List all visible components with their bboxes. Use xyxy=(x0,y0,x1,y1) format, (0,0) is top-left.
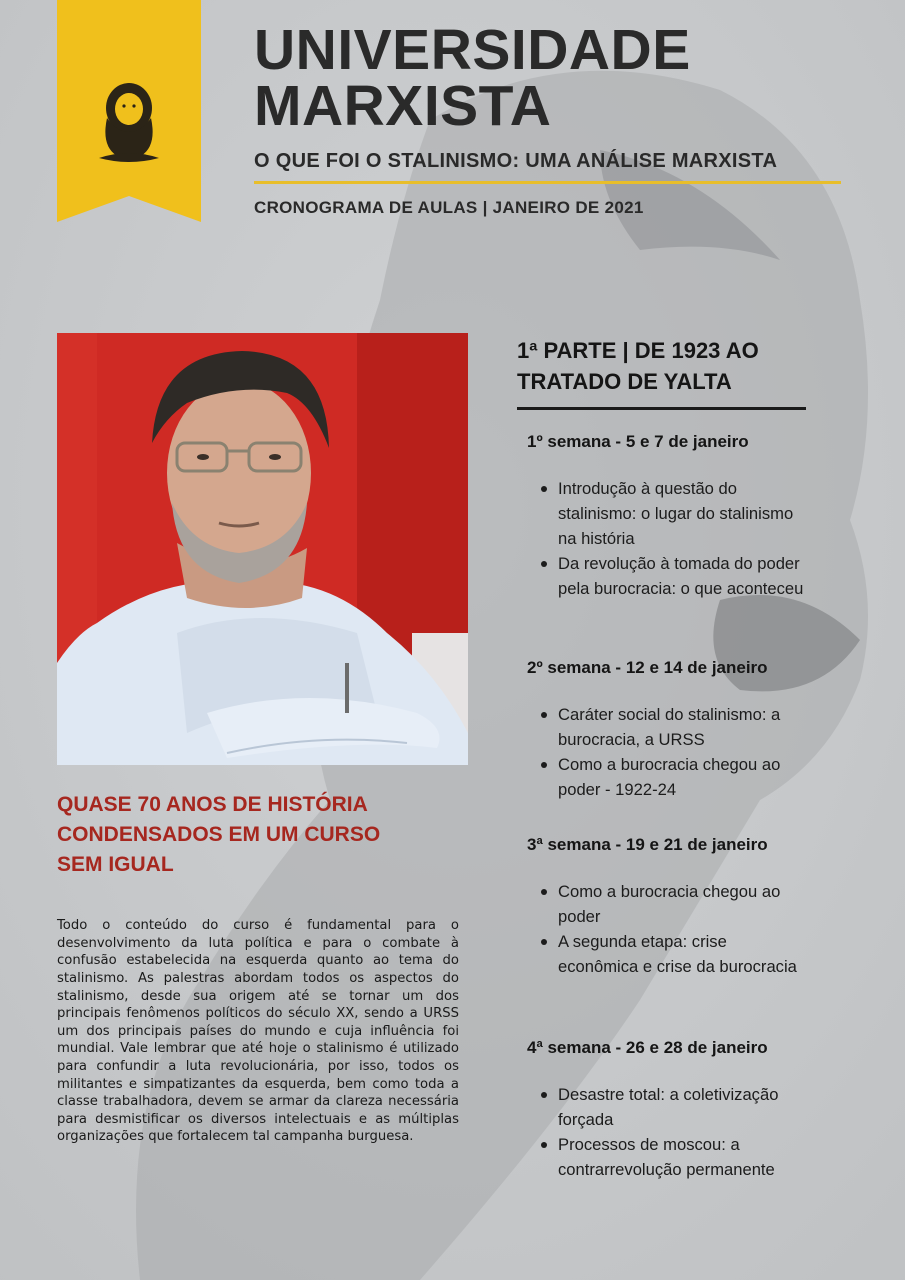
ribbon-emblem xyxy=(57,0,201,222)
headline-line-1: QUASE 70 ANOS DE HISTÓRIA xyxy=(57,793,368,816)
topic-item: Da revolução à tomada do poder pela burocracia: o que aconteceu xyxy=(558,551,807,601)
topic-item: Como a burocracia chegou ao poder - 1922-24 xyxy=(558,752,807,802)
feature-headline xyxy=(57,790,477,880)
part-title-divider xyxy=(517,407,806,410)
part-title xyxy=(517,335,817,397)
week-topics xyxy=(527,476,807,601)
week-title: 2º semana - 12 e 14 de janeiro xyxy=(527,658,768,677)
headline-line-3: SEM IGUAL xyxy=(57,853,174,876)
topic-item: Processos de moscou: a contrarrevolução permanente xyxy=(558,1132,807,1182)
week-title: 3ª semana - 19 e 21 de janeiro xyxy=(527,835,768,854)
subtitle-divider xyxy=(254,181,841,184)
course-subtitle: O QUE FOI O STALINISMO: UMA ANÁLISE MARXISTA xyxy=(254,150,778,172)
part-title-line-1: 1ª PARTE | DE 1923 AO xyxy=(517,338,759,363)
title-line-2: MARXISTA xyxy=(254,74,552,138)
title-line-1: UNIVERSIDADE xyxy=(254,18,691,82)
schedule-date-line: CRONOGRAMA DE AULAS | JANEIRO DE 2021 xyxy=(254,198,644,217)
headline-line-2: CONDENSADOS EM UM CURSO xyxy=(57,823,381,846)
week-topics xyxy=(527,702,807,802)
week-title: 1º semana - 5 e 7 de janeiro xyxy=(527,432,749,451)
topic-item: Caráter social do stalinismo: a burocracia, a URSS xyxy=(558,702,807,752)
week-1 xyxy=(527,432,807,601)
week-title: 4ª semana - 26 e 28 de janeiro xyxy=(527,1038,768,1057)
week-topics xyxy=(527,879,807,979)
topic-item: Introdução à questão do stalinismo: o lugar do stalinismo na história xyxy=(558,476,807,551)
topic-item: Desastre total: a coletivização forçada xyxy=(558,1082,807,1132)
week-3 xyxy=(527,835,807,979)
speaker-photo xyxy=(57,333,468,765)
topic-item: A segunda etapa: crise econômica e crise da burocracia xyxy=(558,929,807,979)
feature-body-text: Todo o conteúdo do curso é fundamental para o desenvolvimento da luta política e para o combate à confusão estabelecida na esquerda quanto ao tema do stalinismo. As palestras abordam todos os aspectos do stalinismo, desde sua origem até se tornar um dos principais fenômenos políticos do século XX, sendo a URSS um dos principais países do mundo e cuja influência foi mundial. Vale lembrar que até hoje o stalinismo é utilizado para confundir a luta revolucionária, por isso, todos os militantes e simpatizantes da esquerda, bem como toda a classe trabalhadora, devem se armar da clareza necessária para desmistificar os diversos intelectuais e as múltiplas organizações que fortalecem tal campanha burguesa. xyxy=(57,918,459,1145)
part-title-line-2: TRATADO DE YALTA xyxy=(517,369,732,394)
page-title xyxy=(254,18,691,138)
week-topics xyxy=(527,1082,807,1182)
topic-item: Como a burocracia chegou ao poder xyxy=(558,879,807,929)
week-4 xyxy=(527,1038,807,1182)
week-2 xyxy=(527,658,807,802)
